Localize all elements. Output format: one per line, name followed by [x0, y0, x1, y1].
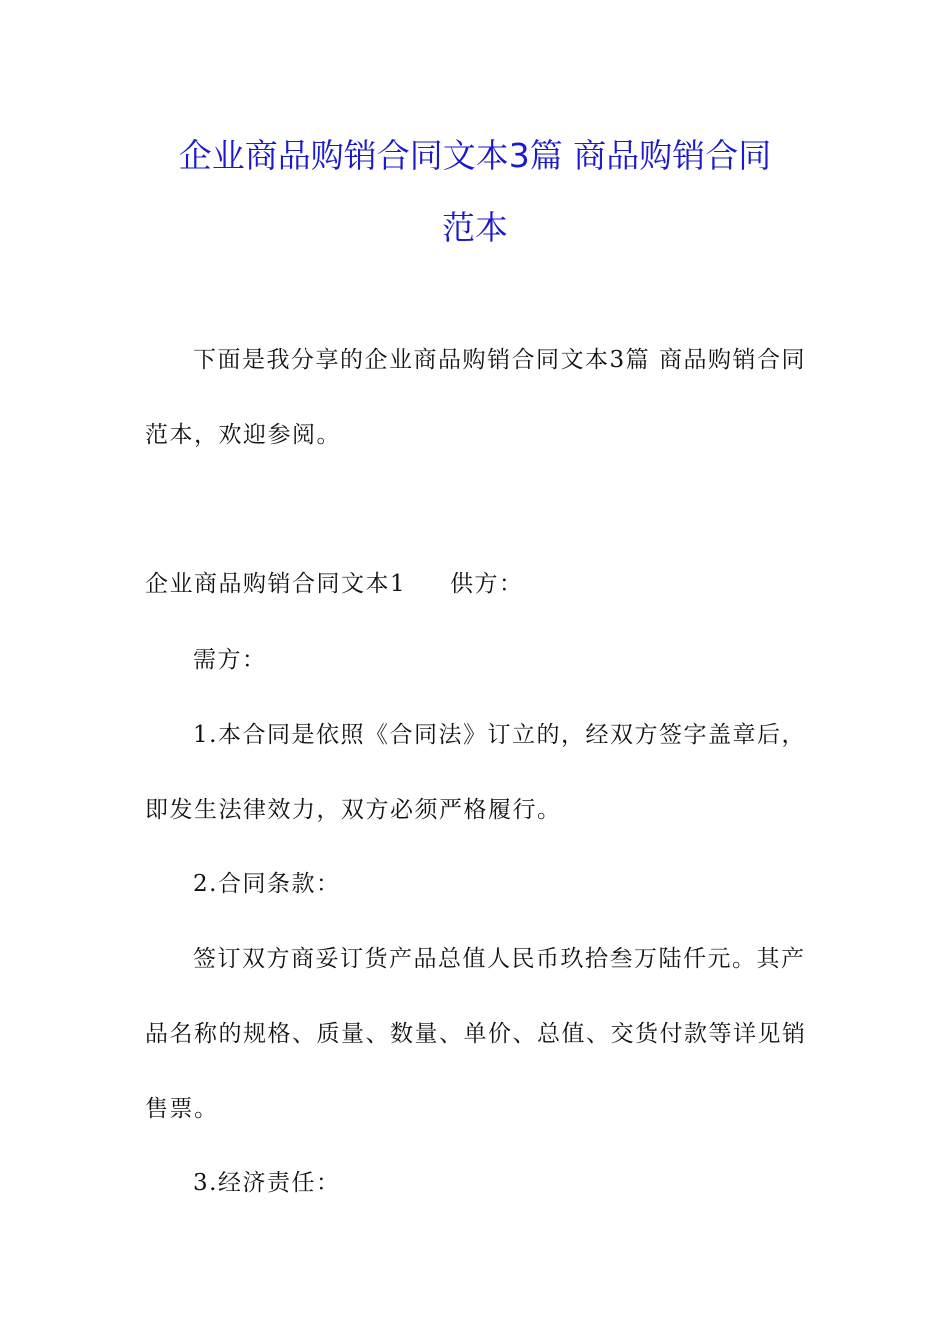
clause-2-line-3: 售票。 — [145, 1096, 219, 1122]
clause-3-heading: 3.经济责任： — [193, 1170, 341, 1196]
buyer-label: 需方： — [193, 647, 267, 673]
supplier-label: 供方： — [450, 571, 524, 597]
document-title-line-2: 范本 — [442, 208, 508, 247]
clause-1-line-2: 即发生法律效力，双方必须严格履行。 — [145, 797, 562, 823]
document-title-line-1: 企业商品购销合同文本3篇 商品购销合同 — [178, 136, 772, 175]
clause-2-line-1: 签订双方商妥订货产品总值人民币玖拾叁万陆仟元。其产 — [193, 946, 806, 972]
clause-2-line-2: 品名称的规格、质量、数量、单价、总值、交货付款等详见销 — [145, 1021, 807, 1047]
intro-paragraph-line-2: 范本，欢迎参阅。 — [145, 422, 341, 448]
section-heading: 企业商品购销合同文本1 — [145, 571, 407, 597]
clause-2-heading: 2.合同条款： — [193, 871, 341, 897]
clause-1-line-1: 1.本合同是依照《合同法》订立的，经双方签字盖章后， — [193, 722, 806, 748]
intro-paragraph-line-1: 下面是我分享的企业商品购销合同文本3篇 商品购销合同 — [193, 347, 806, 373]
